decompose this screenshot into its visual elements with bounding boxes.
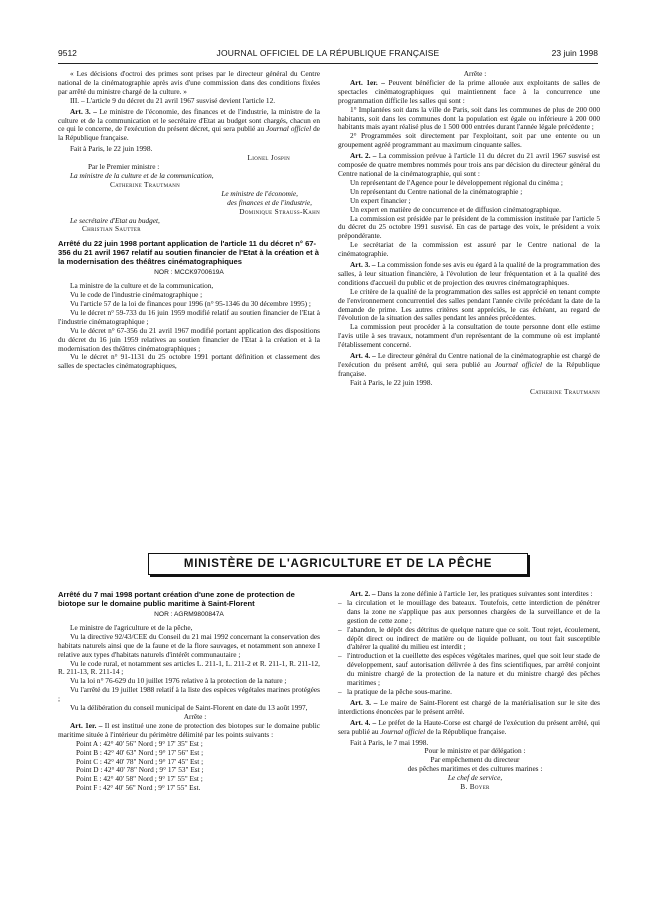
prohibition-item: – la circulation et le mouillage des bateaux. Toutefois, cette interdiction de pénétrer dans la zone ne s'applique pas aux personnes chargées de la surveillance et de la gestion de cette zone ;: [338, 597, 600, 625]
may-visa-5: Vu l'arrêté du 19 juillet 1988 relatif à la liste des espèces végétales marines protégées ;: [58, 685, 320, 704]
a2-member-3: Un expert financier ;: [350, 195, 411, 205]
prohibition-item: – l'introduction et la cueillette des espèces végétales marines, quel que soit leur stade de développement, sauf autorisation délivrée à des fins scientifiques, par arrêté conjoint du ministre chargé de la protection de la nature et du ministre chargé des pêches maritimes ;: [338, 651, 600, 688]
prohibition-text: l'abandon, le dépôt des détritus de quelque nature que ce soit. Tout rejet, écoulement, dépôt direct ou indirect de matière ou de liquide polluant, ou tout fait susceptible d'altérer la qualité du milieu est interdit ;: [347, 624, 600, 652]
a2-label: Art. 2. –: [350, 151, 377, 161]
delegation-3: des pêches maritimes et des cultures marines :: [407, 764, 543, 774]
a2-paragraph: [338, 152, 600, 179]
may-a2-text: Dans la zone définie à l'article 1er, les pratiques suivantes sont interdites :: [377, 589, 593, 598]
a4-jo: Journal officiel: [495, 360, 543, 369]
top-right-column: [338, 70, 600, 397]
may-a4-paragraph: [338, 719, 600, 737]
may-a1-label: Art. 1er. –: [70, 720, 103, 730]
header-rule: [58, 63, 598, 64]
prohibition-text: l'introduction et la cueillette des espèces végétales marines, quel que soit leur stade de développement, sauf autorisation délivrée à des fins scientifiques, par arrêté conjoint du ministre chargé de la protection de la nature et du ministre chargé des pêches maritimes ;: [347, 651, 600, 688]
art3-text: Le ministre de l'économie, des finances et de l'industrie, la ministre de la culture et de la communication et le secrétaire d'Etat au budget sont chargés, chacun en ce qui le concerne, de l'exécution du présent décret, qui sera publié au: [58, 106, 320, 134]
a2-member-1: Un représentant de l'Agence pour le développement régional du cinéma ;: [350, 177, 563, 187]
signature-jospin: Lionel Jospin: [247, 153, 290, 163]
art3-end: de la République française.: [58, 124, 320, 143]
a1-paragraph: [338, 79, 600, 106]
journal-title: JOURNAL OFFICIEL DE LA RÉPUBLIQUE FRANÇAISE: [216, 48, 440, 58]
signature-strauss-kahn: Dominique Strauss-Kahn: [239, 206, 320, 216]
point-c: Point C : 42° 40' 78" Nord ; 9° 17' 45" Est ;: [76, 756, 204, 766]
a2-paragraph-2: La commission est présidée par le président de la commission instituée par l'article 5 du décret du 25 octobre 1991 susvisé. En cas de partage des voix, le président a voix prépondérante.: [338, 213, 600, 241]
ministry-heading: MINISTÈRE DE L'AGRICULTURE ET DE LA PÊCHE: [183, 558, 493, 570]
a3-paragraph-2: Le critère de la qualité de la programmation des salles est apprécié en tenant compte de l'environnement concurrentiel des salles pendant l'année civile précédant la date de la demande de prime. Les autres critères sont appréciés, le cas échéant, au regard de l'évolution de la situation des salles pendant les années précédentes.: [338, 286, 600, 323]
a3-paragraph: [338, 261, 600, 288]
issue-date: 23 juin 1998: [551, 48, 598, 58]
a4-done: Fait à Paris, le 22 juin 1998.: [350, 377, 433, 387]
a3-paragraph-3: La commission peut procéder à la consultation de toute personne dont elle estime l'avis utile à ses travaux, notamment d'un représentant de la commune où est implanté l'établissement concerné.: [338, 322, 600, 350]
may-a1-text: Il est institué une zone de protection des biotopes sur le domaine public maritime située à l'intérieur du périmètre délimité par les points suivants :: [58, 720, 320, 739]
signature-trautmann-2: Catherine Trautmann: [529, 386, 600, 396]
visa-4: Vu le décret n° 59-733 du 16 juin 1959 modifié relatif au soutien financier de l'Etat à l'industrie cinématographique ;: [58, 307, 320, 326]
signature-trautmann: Catherine Trautmann: [110, 179, 181, 189]
a4-text: Le directeur général du Centre national de la cinématographie est chargé de l'exécution du présent arrêté, qui sera publié au: [338, 351, 600, 369]
may-visa-3: Vu le code rural, et notamment ses articles L. 211-1, L. 211-2 et R. 211-1, R. 211-12, R. 211-13, R. 211-14 ;: [58, 658, 320, 677]
a2-member-4: Un expert en matière de concurrence et de diffusion cinématographique.: [350, 204, 561, 214]
a2-text: La commission prévue à l'article 11 du décret du 21 avril 1967 susvisé est composée de quatre membres nommés pour trois ans par décision du directeur général du Centre national de la cinématographie, qui sont :: [338, 151, 601, 178]
prohibition-text: la circulation et le mouillage des bateaux. Toutefois, cette interdiction de pénétrer dans la zone ne s'applique pas aux personnes chargées de la surveillance et de la gestion de cette zone ;: [347, 597, 600, 625]
visa-2: Vu le code de l'industrie cinématographique ;: [70, 290, 203, 300]
a2-member-2: Un représentant du Centre national de la cinématographie ;: [350, 186, 523, 196]
visa-1: La ministre de la culture et de la communication,: [70, 281, 214, 291]
point-a: Point A : 42° 40' 56" Nord ; 9° 17' 35" Est ;: [76, 738, 203, 748]
may-visa-1: Le ministre de l'agriculture et de la pêche,: [70, 622, 193, 632]
secretary-budget: Le secrétaire d'Etat au budget,: [70, 215, 160, 225]
a1-item-1: 1° Implantées soit dans la ville de Paris, soit dans les communes de plus de 200 000 habitants, soit dans les communes dont la population est égale ou inférieure à 200 000 habitants mais ayant réalisé plus de 1 500 000 entrées durant l'année légale précédente ;: [338, 104, 600, 132]
art3-paragraph: [58, 108, 320, 144]
prohibition-item: – l'abandon, le dépôt des détritus de quelque nature que ce soit. Tout rejet, écoulement, dépôt direct ou indirect de matière ou de liquide polluant, ou tout fait susceptible d'altérer la qualité du milieu est interdit ;: [338, 624, 600, 652]
art3-label: Art. 3. –: [70, 106, 97, 116]
arrete-may-title: Arrêté du 7 mai 1998 portant création d'une zone de protection de biotope sur le domaine public maritime à Saint-Florent: [58, 590, 295, 608]
may-a4-jo: Journal officiel: [380, 726, 426, 736]
done-date: Fait à Paris, le 22 juin 1998.: [70, 144, 153, 154]
visa-3: Vu l'article 57 de la loi de finances pour 1996 (n° 95-1346 du 30 décembre 1995) ;: [70, 299, 311, 309]
delegation-1: Pour le ministre et par délégation :: [424, 746, 526, 756]
may-visa-2: Vu la directive 92/43/CEE du Conseil du 21 mai 1992 concernant la conservation des habitats naturels ainsi que de la faune et de la flore sauvages, et notamment son annexe I relative aux types d'habitats naturels d'intérêt communautaire ;: [58, 631, 320, 659]
a1-text: Peuvent bénéficier de la prime allouée aux exploitants de salles de spectacles cinématographiques qui maintiennent face à la concurrence une programmation difficile les salles qui sont :: [338, 77, 601, 105]
may-a1-paragraph: [58, 722, 320, 740]
may-a2-label: Art. 2. –: [350, 589, 376, 598]
visa-5: Vu le décret n° 67-356 du 21 avril 1967 modifié portant application des dispositions du décret du 16 juin 1959 relatives au soutien financier de l'Etat à la création et à la modernisation des théâtres cinématographiques ;: [58, 325, 320, 353]
a4-paragraph: [338, 352, 600, 379]
page-number: 9512: [58, 48, 77, 58]
arrete-june-title: Arrêté du 22 juin 1998 portant application de l'article 11 du décret n° 67-356 du 21 avril 1967 relatif au soutien financier de l'Etat à la création et à la modernisation des théâtres cinématographiques: [58, 239, 319, 267]
delegation-4: Le chef de service,: [447, 773, 503, 783]
bottom-left-column: [58, 590, 320, 793]
may-a4-text: Le préfet de la Haute-Corse est chargé de l'exécution du présent arrêté, qui sera publié au: [338, 717, 600, 736]
minister-culture: La ministre de la culture et de la communication,: [70, 170, 214, 180]
may-visa-6: Vu la délibération du conseil municipal de Saint-Florent en date du 13 août 1997,: [70, 703, 308, 713]
minister-economy-2: des finances et de l'industrie,: [227, 197, 312, 207]
may-a4-label: Art. 4. –: [350, 717, 377, 727]
may-a3-paragraph: [338, 699, 600, 717]
may-done: Fait à Paris, le 7 mai 1998.: [350, 737, 429, 747]
page-header: [58, 48, 598, 62]
bottom-right-column: [338, 590, 600, 792]
arrete-may-nor: NOR : AGRM9800847A: [154, 611, 224, 618]
point-f: Point F : 42° 40' 56" Nord ; 9° 17' 55" Est.: [76, 783, 201, 793]
signature-sautter: Christian Sautter: [82, 224, 141, 234]
arrete-heading: Arrête :: [463, 69, 487, 78]
a1-item-2: 2° Programmées soit directement par l'exploitant, soit par une entente ou un groupement agréé programmant au maximum cinquante salles.: [338, 131, 600, 150]
point-d: Point D : 42° 40' 78" Nord ; 9° 17' 53" Est ;: [76, 765, 204, 775]
may-a4-end: de la République française.: [426, 726, 507, 736]
prohibition-text: la pratique de la pêche sous-marine.: [347, 686, 452, 696]
signature-boyer: B. Boyer: [460, 782, 490, 792]
visa-6: Vu le décret n° 91-1131 du 25 octobre 1991 portant définition et classement des salles de spectacles cinématographiques,: [58, 352, 320, 371]
a1-label: Art. 1er. –: [350, 77, 385, 87]
may-arrete-heading: Arrête :: [183, 711, 207, 721]
arrete-june-nor: NOR : MCCK9700619A: [154, 269, 224, 277]
may-visa-4: Vu la loi n° 76-629 du 10 juillet 1976 relative à la protection de la nature ;: [70, 676, 287, 686]
by-prime-minister: Par le Premier ministre :: [88, 162, 160, 172]
prohibition-item: – la pratique de la pêche sous-marine.: [338, 688, 600, 697]
point-e: Point E : 42° 40' 58" Nord ; 9° 17' 55" Est ;: [76, 774, 203, 784]
a2-paragraph-3: Le secrétariat de la commission est assuré par le Centre national de la cinématographie.: [338, 240, 600, 259]
a4-label: Art. 4. –: [350, 351, 376, 361]
a4-end: de la République française.: [338, 360, 600, 378]
quote-paragraph: « Les décisions d'octroi des primes sont prises par le directeur général du Centre national de la cinématographie après avis d'une commission dans des conditions fixées par arrêté du ministre chargé de la culture. »: [58, 69, 320, 96]
delegation-2: Par empêchement du directeur: [430, 755, 520, 765]
may-a3-label: Art. 3. –: [350, 697, 378, 707]
ministry-heading-box: [148, 553, 528, 575]
a3-text: La commission fonde ses avis eu égard à la qualité de la programmation des salles, à leur situation financière, à l'évolution de leur fréquentation et à la qualité des conditions d'accueil du public et de projection des œuvres cinématographiques.: [338, 260, 600, 287]
top-left-column: [58, 70, 320, 371]
may-a3-text: Le maire de Saint-Florent est chargé de la matérialisation sur le site des interdictions énoncées par le présent arrêté.: [338, 697, 600, 716]
minister-economy-1: Le ministre de l'économie,: [221, 188, 298, 198]
a3-label: Art. 3. –: [350, 260, 376, 270]
point-b: Point B : 42° 40' 63" Nord ; 9° 17' 56" Est ;: [76, 747, 204, 757]
art3-jo: Journal officiel: [266, 124, 312, 134]
section-iii: III. – L'article 9 du décret du 21 avril 1967 susvisé devient l'article 12.: [70, 95, 276, 105]
